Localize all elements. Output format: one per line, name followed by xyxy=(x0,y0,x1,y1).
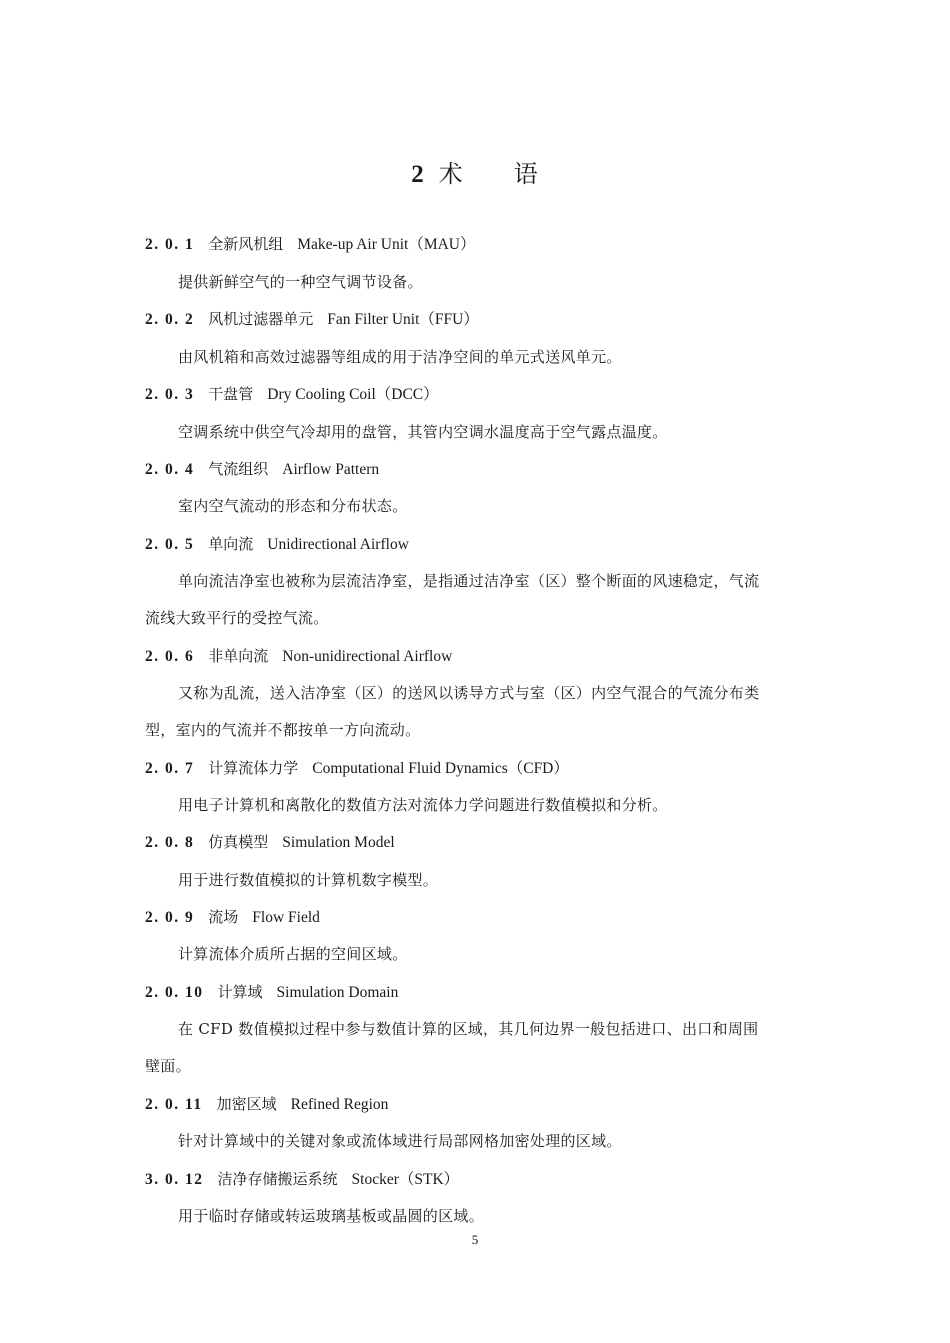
term-english: Simulation Model xyxy=(282,834,395,851)
term-chinese: 计算域 xyxy=(217,983,263,1001)
term-heading xyxy=(145,459,807,480)
term-definition: 又称为乱流，送入洁净室（区）的送风以诱导方式与室（区）内空气混合的气流分布类 xyxy=(178,684,760,702)
term-number: 2. 0. 3 xyxy=(145,386,195,403)
term-definition: 用于临时存储或转运玻璃基板或晶圆的区域。 xyxy=(178,1207,485,1225)
term-number: 2. 0. 11 xyxy=(145,1096,203,1113)
term-english: Refined Region xyxy=(290,1096,389,1113)
term-heading xyxy=(145,1169,807,1190)
chapter-title xyxy=(0,154,950,189)
term-heading xyxy=(145,1094,807,1115)
term-number: 2. 0. 7 xyxy=(145,760,195,777)
term-chinese: 流场 xyxy=(208,908,239,926)
term-number: 2. 0. 4 xyxy=(145,461,195,478)
term-definition: 用于进行数值模拟的计算机数字模型。 xyxy=(178,871,439,889)
term-english: Flow Field xyxy=(252,909,320,926)
term-number: 2. 0. 5 xyxy=(145,536,195,553)
term-english: Make-up Air Unit（MAU） xyxy=(297,236,476,253)
term-chinese: 风机过滤器单元 xyxy=(208,310,314,328)
term-definition-continued: 壁面。 xyxy=(145,1057,191,1075)
term-definition: 在 CFD 数值模拟过程中参与数值计算的区域，其几何边界一般包括进口、出口和周围 xyxy=(178,1020,759,1038)
term-heading xyxy=(145,982,807,1003)
term-heading xyxy=(145,758,807,779)
term-english: Stocker（STK） xyxy=(351,1171,460,1188)
term-heading xyxy=(145,309,807,330)
term-definition: 单向流洁净室也被称为层流洁净室，是指通过洁净室（区）整个断面的风速稳定，气流 xyxy=(178,572,760,590)
term-number: 2. 0. 10 xyxy=(145,984,204,1001)
term-number: 2. 0. 8 xyxy=(145,834,195,851)
chapter-number: 2 xyxy=(411,161,425,188)
term-english: Unidirectional Airflow xyxy=(267,536,409,553)
term-chinese: 加密区域 xyxy=(216,1095,277,1113)
term-heading xyxy=(145,646,807,667)
term-heading xyxy=(145,234,807,255)
term-chinese: 非单向流 xyxy=(208,647,269,665)
term-chinese: 气流组织 xyxy=(208,460,269,478)
term-english: Dry Cooling Coil（DCC） xyxy=(267,386,439,403)
term-chinese: 干盘管 xyxy=(208,385,254,403)
term-definition: 室内空气流动的形态和分布状态。 xyxy=(178,497,408,515)
chapter-title-text: 术 语 xyxy=(438,160,539,188)
term-definition: 空调系统中供空气冷却用的盘管，其管内空调水温度高于空气露点温度。 xyxy=(178,423,668,441)
term-chinese: 计算流体力学 xyxy=(208,759,299,777)
term-number: 2. 0. 1 xyxy=(145,236,195,253)
term-heading xyxy=(145,832,807,853)
term-number: 2. 0. 9 xyxy=(145,909,195,926)
term-definition: 提供新鲜空气的一种空气调节设备。 xyxy=(178,273,423,291)
term-english: Non-unidirectional Airflow xyxy=(282,648,453,665)
term-definition-continued: 流线大致平行的受控气流。 xyxy=(145,609,329,627)
term-english: Fan Filter Unit（FFU） xyxy=(327,311,479,328)
term-heading xyxy=(145,534,807,555)
term-chinese: 仿真模型 xyxy=(208,833,269,851)
term-english: Computational Fluid Dynamics（CFD） xyxy=(312,760,569,777)
term-chinese: 全新风机组 xyxy=(208,235,284,253)
term-definition: 计算流体介质所占据的空间区域。 xyxy=(178,945,408,963)
term-number: 2. 0. 6 xyxy=(145,648,195,665)
term-english: Simulation Domain xyxy=(276,984,399,1001)
page-number: 5 xyxy=(471,1232,479,1247)
term-definition: 针对计算域中的关键对象或流体域进行局部网格加密处理的区域。 xyxy=(178,1132,622,1150)
term-definition: 由风机箱和高效过滤器等组成的用于洁净空间的单元式送风单元。 xyxy=(178,348,622,366)
term-heading xyxy=(145,384,807,405)
term-chinese: 单向流 xyxy=(208,535,254,553)
term-definition-continued: 型，室内的气流并不都按单一方向流动。 xyxy=(145,721,421,739)
term-chinese: 洁净存储搬运系统 xyxy=(217,1170,338,1188)
term-heading xyxy=(145,907,807,928)
term-number: 2. 0. 2 xyxy=(145,311,195,328)
term-english: Airflow Pattern xyxy=(282,461,380,478)
term-definition: 用电子计算机和离散化的数值方法对流体力学问题进行数值模拟和分析。 xyxy=(178,796,668,814)
term-number: 3. 0. 12 xyxy=(145,1171,204,1188)
